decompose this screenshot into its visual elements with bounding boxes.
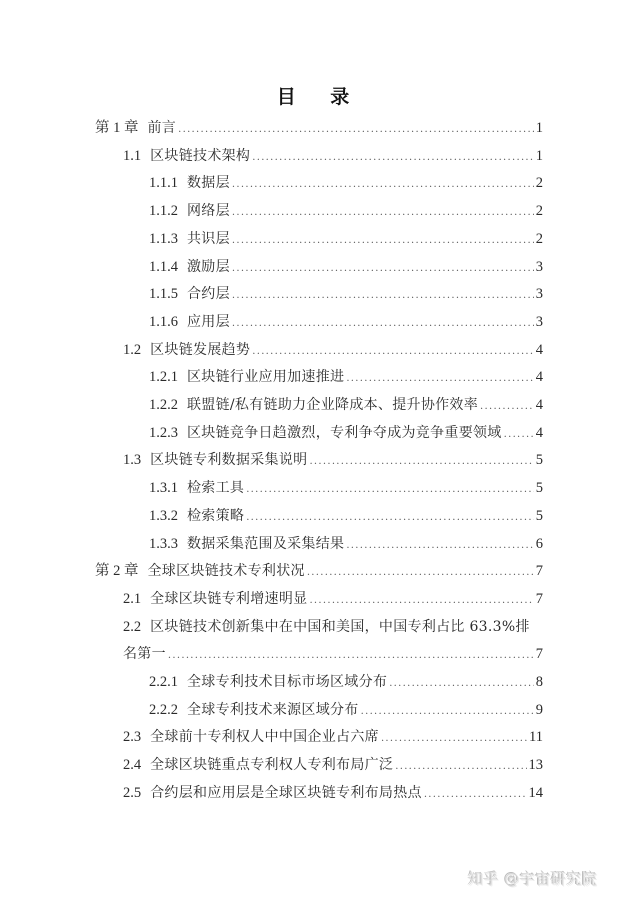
dot-leader	[232, 314, 534, 334]
toc-entry[interactable]	[123, 617, 543, 637]
toc-entry[interactable]	[149, 257, 543, 277]
toc-entry-number: 2.4	[123, 757, 142, 774]
toc-entry-page: 3	[535, 258, 543, 275]
toc-entry-title: 全球区块链专利增速明显	[150, 590, 308, 607]
toc-entry[interactable]	[149, 506, 543, 526]
toc-title: 目 录	[276, 86, 364, 108]
toc-entry-title: 网络层	[187, 203, 230, 220]
toc-entry-number: 1.3.2	[149, 507, 178, 524]
toc-entry-title: 全球专利技术目标市场区域分布	[187, 674, 388, 690]
dot-leader	[309, 452, 533, 472]
toc-entry-number: 2.2.1	[149, 674, 178, 690]
toc-entry-number: 1.1.5	[149, 286, 178, 303]
toc-entry[interactable]	[149, 478, 543, 498]
dot-leader	[309, 591, 533, 611]
toc-entry-title: 共识层	[187, 230, 230, 247]
toc-entry[interactable]	[123, 755, 543, 775]
dot-leader	[346, 536, 533, 556]
toc-entry-number: 1.2.1	[149, 369, 178, 386]
toc-entry[interactable]	[149, 423, 543, 443]
toc-entry-title: 激励层	[187, 258, 230, 275]
toc-entry-number: 第 1 章	[95, 120, 139, 136]
toc-entry-title: 全球区块链技术专利状况	[147, 563, 305, 580]
toc-entry[interactable]	[149, 201, 543, 221]
dot-leader	[252, 148, 534, 168]
toc-entry-page: 9	[535, 701, 543, 718]
toc-entry[interactable]	[123, 783, 543, 803]
toc-entry-title: 联盟链/私有链助力企业降成本、提升协作效率	[187, 397, 479, 413]
toc-entry-page: 7	[535, 590, 543, 607]
toc-entry[interactable]	[95, 118, 543, 138]
dot-leader	[252, 342, 534, 362]
toc-entry-number: 2.2	[123, 618, 142, 635]
toc-entry-number: 2.1	[123, 590, 142, 607]
toc-entry-title: 合约层和应用层是全球区块链专利布局热点	[150, 784, 422, 801]
toc-entry-title: 全球前十专利权人中中国企业占六席	[150, 729, 379, 746]
toc-entry[interactable]	[149, 229, 543, 249]
dot-leader	[389, 674, 534, 694]
toc-entry-page: 7	[535, 646, 543, 663]
toc-entry-number: 1.1.2	[149, 203, 178, 220]
toc-entry-title: 数据层	[187, 175, 230, 192]
toc-entry-page: 7	[535, 563, 543, 580]
toc-entry-title: 数据采集范围及采集结果	[187, 535, 345, 552]
dot-leader	[232, 231, 534, 251]
toc-entry-page: 4	[535, 397, 543, 413]
dot-leader	[178, 120, 534, 140]
toc-entry-title: 名第一	[123, 646, 166, 663]
toc-entry-page: 2	[535, 230, 543, 247]
toc-entry-title: 区块链专利数据采集说明	[150, 452, 308, 469]
toc-entry-number: 1.1.4	[149, 258, 178, 275]
toc-entry-page: 1	[535, 147, 543, 164]
toc-entry-page: 2	[535, 203, 543, 220]
dot-leader	[504, 425, 534, 445]
toc-entry-number: 1.1.6	[149, 313, 178, 330]
dot-leader	[246, 480, 534, 500]
toc-entry-title: 检索策略	[187, 507, 245, 524]
toc-entry[interactable]	[123, 589, 543, 609]
toc-entry-page: 6	[535, 535, 543, 552]
toc-entry-page: 8	[535, 674, 543, 690]
toc-entry-title: 前言	[147, 120, 177, 136]
dot-leader	[480, 397, 534, 417]
toc-entry-page: 11	[529, 729, 543, 746]
toc-entry[interactable]	[149, 534, 543, 554]
toc-entry-page: 5	[535, 507, 543, 524]
dot-leader	[307, 563, 534, 583]
toc-entry[interactable]	[149, 367, 543, 387]
toc-entry-page: 4	[535, 369, 543, 386]
toc-entry[interactable]	[149, 312, 543, 332]
toc-entry-number: 1.2.2	[149, 397, 178, 413]
toc-entry-title: 全球专利技术来源区域分布	[187, 701, 359, 718]
toc-entry-title: 区块链行业应用加速推进	[187, 369, 345, 386]
toc-entry-number: 2.5	[123, 784, 142, 801]
toc-entry-number: 1.2.3	[149, 424, 178, 441]
toc-entry-number: 1.3.1	[149, 480, 178, 497]
dot-leader	[424, 785, 527, 805]
toc-entry-page: 5	[535, 452, 543, 469]
dot-leader	[395, 757, 526, 777]
toc-entry-title: 区块链竞争日趋激烈，专利争夺成为竞争重要领域	[187, 424, 502, 441]
toc-entry-number: 1.1	[123, 147, 142, 164]
toc-entry[interactable]	[95, 561, 543, 581]
toc-entry[interactable]	[149, 173, 543, 193]
dot-leader	[232, 286, 534, 306]
dot-leader	[346, 369, 533, 389]
dot-leader	[168, 646, 534, 666]
dot-leader	[232, 175, 534, 195]
toc-entry-page: 3	[535, 286, 543, 303]
toc-entry-number: 1.3.3	[149, 535, 178, 552]
toc-entry[interactable]	[123, 727, 543, 747]
toc-entry-page: 13	[528, 757, 543, 774]
toc-entry[interactable]	[149, 700, 543, 720]
toc-entry-number: 2.2.2	[149, 701, 178, 718]
toc-entry-title: 应用层	[187, 313, 230, 330]
toc-entry-number: 1.3	[123, 452, 142, 469]
watermark: 知乎 @宇宙研究院	[468, 870, 598, 888]
toc-entry-number: 1.1.3	[149, 230, 178, 247]
toc-entry-page: 4	[535, 341, 543, 358]
toc-entry-page: 3	[535, 313, 543, 330]
toc-entry-title: 区块链技术架构	[150, 147, 251, 164]
toc-entry[interactable]	[123, 644, 543, 664]
toc-entry-title: 区块链技术创新集中在中国和美国，中国专利占比 63.3%排	[150, 618, 530, 635]
toc-entry-page: 1	[535, 120, 543, 136]
toc-entry-number: 1.2	[123, 341, 142, 358]
toc-entry[interactable]	[149, 672, 543, 692]
dot-leader	[361, 702, 534, 722]
toc-entry-number: 第 2 章	[95, 563, 139, 580]
toc-entry-page: 2	[535, 175, 543, 192]
toc-entry-title: 区块链发展趋势	[150, 341, 251, 358]
toc-entry-title: 检索工具	[187, 480, 245, 497]
toc-entry[interactable]	[149, 284, 543, 304]
toc-entry-title: 全球区块链重点专利权人专利布局广泛	[150, 757, 394, 774]
toc-entry-page: 4	[535, 424, 543, 441]
dot-leader	[232, 203, 534, 223]
dot-leader	[232, 259, 534, 279]
dot-leader	[381, 729, 527, 749]
toc-entry[interactable]	[149, 395, 543, 415]
toc-entry-page: 14	[528, 784, 543, 801]
dot-leader	[246, 508, 534, 528]
toc-entry-number: 2.3	[123, 729, 142, 746]
toc-entry-page: 5	[535, 480, 543, 497]
toc-entry-number: 1.1.1	[149, 175, 178, 192]
toc-entry[interactable]	[123, 146, 543, 166]
toc-entry[interactable]	[123, 450, 543, 470]
toc-entry-title: 合约层	[187, 286, 230, 303]
toc-entry[interactable]	[123, 340, 543, 360]
